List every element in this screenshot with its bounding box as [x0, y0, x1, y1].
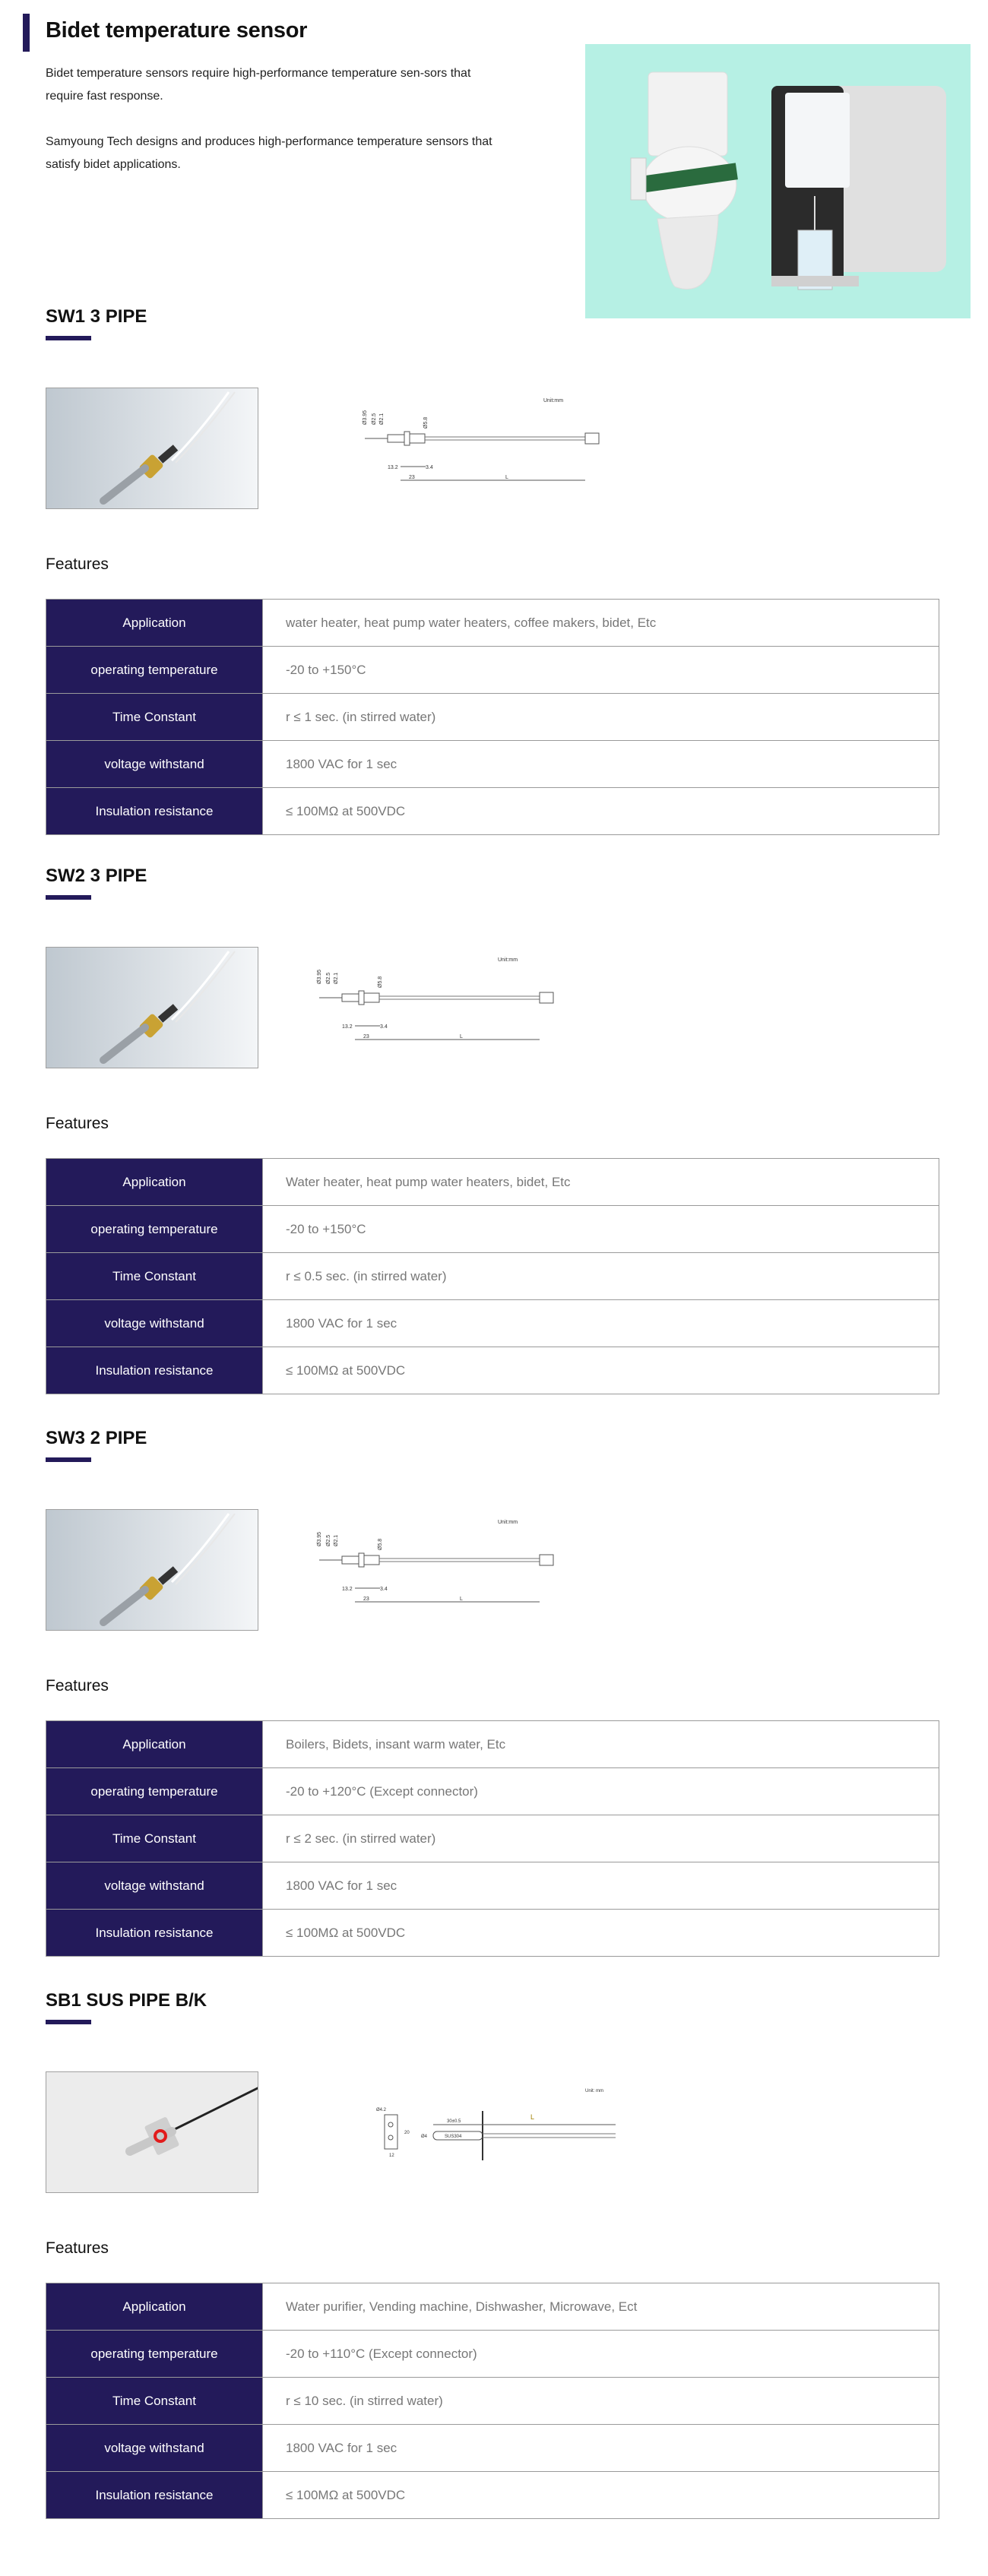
svg-text:L: L — [505, 475, 508, 480]
row-label: operating temperature — [46, 647, 263, 694]
features-heading: Features — [46, 555, 109, 573]
row-value: -20 to +150°C — [263, 647, 939, 694]
svg-text:Ø4: Ø4 — [421, 2135, 428, 2139]
row-label: Application — [46, 1159, 263, 1206]
row-value: r ≤ 2 sec. (in stirred water) — [263, 1815, 939, 1862]
row-value: 1800 VAC for 1 sec — [263, 1862, 939, 1910]
row-label: Time Constant — [46, 2378, 263, 2425]
table-row — [46, 2378, 939, 2425]
row-label: Insulation resistance — [46, 1910, 263, 1957]
svg-text:Ø2.1: Ø2.1 — [334, 1534, 339, 1546]
row-value: ≤ 100MΩ at 500VDC — [263, 1910, 939, 1957]
svg-text:Ø5.8: Ø5.8 — [378, 1538, 383, 1550]
row-value: ≤ 100MΩ at 500VDC — [263, 1347, 939, 1394]
svg-text:Ø5.8: Ø5.8 — [378, 976, 383, 988]
features-table — [46, 1720, 939, 1957]
table-row — [46, 2472, 939, 2519]
features-heading: Features — [46, 1677, 109, 1695]
title-underline — [46, 2020, 91, 2024]
row-value: 1800 VAC for 1 sec — [263, 2425, 939, 2472]
unit-label: Unit:mm — [543, 398, 564, 403]
row-label: Insulation resistance — [46, 1347, 263, 1394]
unit-label: Unit:mm — [498, 1520, 518, 1525]
svg-text:Ø2.5: Ø2.5 — [326, 1534, 331, 1546]
product-photo — [46, 2071, 258, 2193]
row-value: ≤ 100MΩ at 500VDC — [263, 788, 939, 835]
row-value: 1800 VAC for 1 sec — [263, 741, 939, 788]
row-value: r ≤ 0.5 sec. (in stirred water) — [263, 1253, 939, 1300]
row-label: voltage withstand — [46, 741, 263, 788]
table-row — [46, 1300, 939, 1347]
table-row — [46, 2425, 939, 2472]
row-value: 1800 VAC for 1 sec — [263, 1300, 939, 1347]
title-underline — [46, 336, 91, 340]
svg-text:13.2: 13.2 — [342, 1024, 353, 1030]
product-title: SW2 3 PIPE — [46, 866, 147, 886]
product-section — [0, 306, 988, 849]
dimension-drawing — [312, 1514, 570, 1628]
svg-text:20: 20 — [404, 2131, 410, 2135]
table-row — [46, 647, 939, 694]
row-value: Water purifier, Vending machine, Dishwasher, Microwave, Ect — [263, 2283, 939, 2331]
svg-text:13.2: 13.2 — [388, 465, 398, 470]
svg-text:23: 23 — [409, 475, 415, 480]
svg-text:L: L — [460, 1597, 463, 1602]
row-value: Water heater, heat pump water heaters, bidet, Etc — [263, 1159, 939, 1206]
table-row — [46, 1768, 939, 1815]
row-label: Insulation resistance — [46, 2472, 263, 2519]
row-label: Application — [46, 600, 263, 647]
unit-label: Unit:mm — [498, 957, 518, 963]
product-section — [0, 1428, 988, 1970]
svg-text:Ø2.1: Ø2.1 — [334, 972, 339, 984]
row-label: operating temperature — [46, 2331, 263, 2378]
svg-text:Unit: mm: Unit: mm — [585, 2089, 603, 2093]
row-label: operating temperature — [46, 1768, 263, 1815]
product-photo — [46, 947, 258, 1068]
table-row — [46, 741, 939, 788]
row-label: Time Constant — [46, 1253, 263, 1300]
features-heading: Features — [46, 2239, 109, 2257]
row-value: -20 to +110°C (Except connector) — [263, 2331, 939, 2378]
row-label: voltage withstand — [46, 2425, 263, 2472]
row-label: voltage withstand — [46, 1300, 263, 1347]
svg-text:23: 23 — [363, 1034, 369, 1040]
table-row — [46, 600, 939, 647]
row-value: ≤ 100MΩ at 500VDC — [263, 2472, 939, 2519]
svg-text:30±0.5: 30±0.5 — [447, 2119, 461, 2124]
hero-image-bidet-and-water-purifier — [585, 44, 971, 318]
svg-text:Ø3.95: Ø3.95 — [317, 1531, 322, 1546]
row-label: Application — [46, 2283, 263, 2331]
svg-text:SUS304: SUS304 — [445, 2135, 462, 2139]
svg-text:Ø2.1: Ø2.1 — [379, 413, 385, 425]
intro-paragraph: Bidet temperature sensors require high-performance temperature sen-sors that require fast response. — [46, 67, 471, 103]
table-row — [46, 1910, 939, 1957]
table-row — [46, 1862, 939, 1910]
intro-paragraph: Samyoung Tech designs and produces high-performance temperature sensors that satisfy bidet applications. — [46, 135, 492, 171]
svg-text:12: 12 — [389, 2154, 394, 2158]
svg-text:Ø2.5: Ø2.5 — [372, 413, 377, 425]
table-row — [46, 1159, 939, 1206]
svg-text:Ø5.8: Ø5.8 — [423, 416, 429, 429]
features-heading: Features — [46, 1115, 109, 1132]
row-label: voltage withstand — [46, 1862, 263, 1910]
row-value: -20 to +150°C — [263, 1206, 939, 1253]
features-table — [46, 1158, 939, 1394]
features-table — [46, 599, 939, 835]
table-row — [46, 1721, 939, 1768]
table-row — [46, 788, 939, 835]
svg-text:Ø2.5: Ø2.5 — [326, 972, 331, 984]
dimension-drawing — [312, 952, 570, 1066]
table-row — [46, 1347, 939, 1394]
product-title: SB1 SUS PIPE B/K — [46, 1990, 207, 2011]
svg-text:13.2: 13.2 — [342, 1587, 353, 1592]
table-row — [46, 1815, 939, 1862]
title-accent-bar — [23, 14, 30, 52]
product-title: SW1 3 PIPE — [46, 306, 147, 327]
product-section — [0, 866, 988, 1408]
svg-text:3.4: 3.4 — [426, 465, 433, 470]
row-value: Boilers, Bidets, insant warm water, Etc — [263, 1721, 939, 1768]
svg-text:3.4: 3.4 — [380, 1024, 388, 1030]
row-label: Insulation resistance — [46, 788, 263, 835]
title-underline — [46, 1457, 91, 1462]
table-row — [46, 2283, 939, 2331]
table-row — [46, 1253, 939, 1300]
table-row — [46, 694, 939, 741]
svg-text:Ø3.95: Ø3.95 — [363, 410, 368, 425]
product-section — [0, 1990, 988, 2533]
dimension-drawing — [357, 393, 616, 507]
svg-text:Ø4.2: Ø4.2 — [376, 2108, 387, 2112]
table-row — [46, 1206, 939, 1253]
product-photo — [46, 388, 258, 509]
row-label: Time Constant — [46, 694, 263, 741]
dimension-drawing — [357, 2077, 616, 2191]
svg-text:L: L — [530, 2113, 535, 2121]
row-label: Time Constant — [46, 1815, 263, 1862]
table-row — [46, 2331, 939, 2378]
title-underline — [46, 895, 91, 900]
svg-text:L: L — [460, 1034, 463, 1040]
svg-text:Ø3.95: Ø3.95 — [317, 969, 322, 984]
page-title: Bidet temperature sensor — [46, 18, 308, 43]
svg-text:3.4: 3.4 — [380, 1587, 388, 1592]
product-title: SW3 2 PIPE — [46, 1428, 147, 1448]
features-table — [46, 2283, 939, 2519]
row-value: water heater, heat pump water heaters, coffee makers, bidet, Etc — [263, 600, 939, 647]
svg-text:23: 23 — [363, 1597, 369, 1602]
row-value: r ≤ 10 sec. (in stirred water) — [263, 2378, 939, 2425]
row-value: -20 to +120°C (Except connector) — [263, 1768, 939, 1815]
product-photo — [46, 1509, 258, 1631]
row-value: r ≤ 1 sec. (in stirred water) — [263, 694, 939, 741]
row-label: operating temperature — [46, 1206, 263, 1253]
row-label: Application — [46, 1721, 263, 1768]
